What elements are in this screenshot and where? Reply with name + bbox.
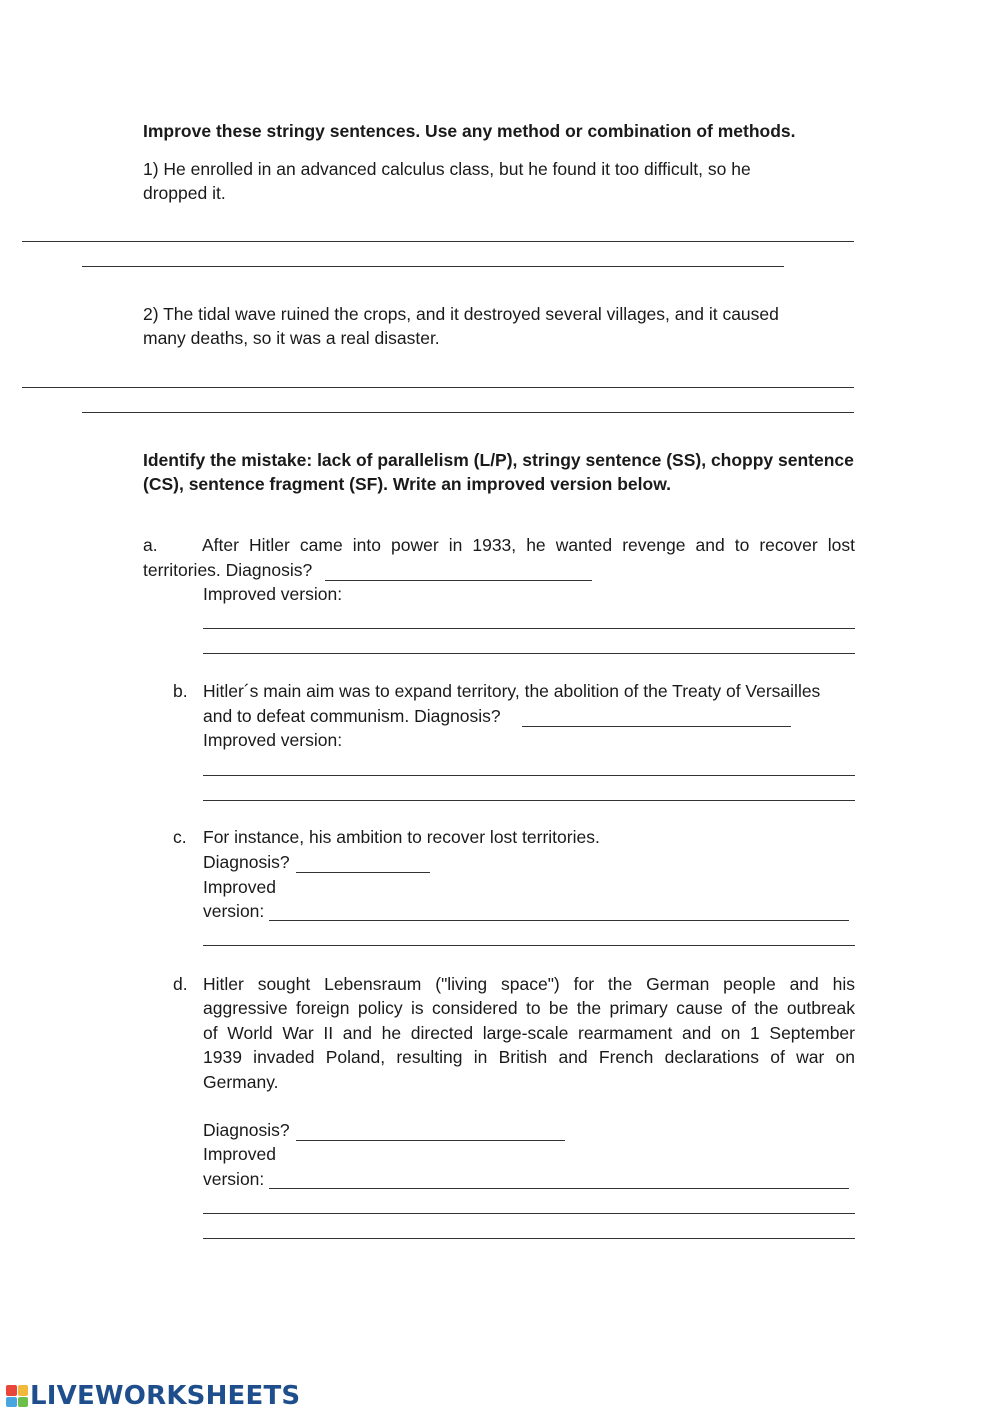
liveworksheets-logo-icon xyxy=(6,1385,28,1407)
item-b-text-line2: and to defeat communism. Diagnosis? xyxy=(203,706,501,726)
item-d-marker: d. xyxy=(173,974,188,994)
item-c-marker: c. xyxy=(173,827,187,847)
item-b-text-line1: Hitler´s main aim was to expand territory, the abolition of the Treaty of Versailles xyxy=(203,681,821,701)
item-a-improved-label: Improved version: xyxy=(203,584,343,604)
item-d-text-line5: Germany. xyxy=(203,1072,279,1092)
item-d-diagnosis-label: Diagnosis? xyxy=(203,1120,290,1140)
logo-square-green xyxy=(18,1397,29,1408)
item-d-text-line1: Hitler sought Lebensraum ("living space") for the German people and his xyxy=(203,974,855,994)
item-d-answer-line-2[interactable] xyxy=(203,1213,855,1214)
item-c-answer-line-1[interactable] xyxy=(269,920,849,921)
section2-heading-line1: Identify the mistake: lack of parallelism (L/P), stringy sentence (SS), choppy sentence xyxy=(143,450,854,470)
item-a-text-line1: After Hitler came into power in 1933, he wanted revenge and to recover lost xyxy=(202,535,855,555)
q1-answer-line-2[interactable] xyxy=(82,266,784,267)
q1-text-line1: 1) He enrolled in an advanced calculus class, but he found it too difficult, so he xyxy=(143,159,751,179)
item-b-improved-label: Improved version: xyxy=(203,730,343,750)
item-a-answer-line-1[interactable] xyxy=(203,628,855,629)
item-c-version-label: version: xyxy=(203,901,265,921)
item-d-text-line4: 1939 invaded Poland, resulting in British and French declarations of war on xyxy=(203,1047,855,1067)
item-a-text-line2: territories. Diagnosis? xyxy=(143,560,313,580)
section1-heading: Improve these stringy sentences. Use any method or combination of methods. xyxy=(143,121,796,141)
q2-text-line2: many deaths, so it was a real disaster. xyxy=(143,328,440,348)
item-d-text-line3: of World War II and he directed large-scale rearmament and on 1 September xyxy=(203,1023,855,1043)
item-b-answer-line-2[interactable] xyxy=(203,800,855,801)
item-d-improved-label: Improved xyxy=(203,1144,276,1164)
item-c-text-line1: For instance, his ambition to recover lost territories. xyxy=(203,827,600,847)
logo-square-blue xyxy=(6,1397,17,1408)
q1-answer-line-1[interactable] xyxy=(22,241,854,242)
logo-square-yellow xyxy=(18,1385,29,1396)
q2-text-line1: 2) The tidal wave ruined the crops, and it destroyed several villages, and it caused xyxy=(143,304,779,324)
item-a-marker: a. xyxy=(143,535,158,555)
item-a-diagnosis-line[interactable] xyxy=(325,580,592,581)
section2-heading-line2: (CS), sentence fragment (SF). Write an improved version below. xyxy=(143,474,672,494)
item-d-version-label: version: xyxy=(203,1169,265,1189)
item-c-answer-line-2[interactable] xyxy=(203,945,855,946)
item-a-answer-line-2[interactable] xyxy=(203,653,855,654)
q2-answer-line-1[interactable] xyxy=(22,387,854,388)
item-b-marker: b. xyxy=(173,681,188,701)
item-c-diagnosis-label: Diagnosis? xyxy=(203,852,290,872)
item-c-diagnosis-line[interactable] xyxy=(296,872,430,873)
item-d-answer-line-1[interactable] xyxy=(269,1188,849,1189)
q2-answer-line-2[interactable] xyxy=(82,412,854,413)
item-b-diagnosis-line[interactable] xyxy=(522,726,791,727)
liveworksheets-logo[interactable] xyxy=(6,1380,300,1412)
q1-text-line2: dropped it. xyxy=(143,183,226,203)
item-d-answer-line-3[interactable] xyxy=(203,1238,855,1239)
item-b-answer-line-1[interactable] xyxy=(203,775,855,776)
logo-text: LIVEWORKSHEETS xyxy=(30,1381,301,1411)
item-d-diagnosis-line[interactable] xyxy=(296,1140,565,1141)
logo-square-red xyxy=(6,1385,17,1396)
item-d-text-line2: aggressive foreign policy is considered to be the primary cause of the outbreak xyxy=(203,998,855,1018)
item-c-improved-label: Improved xyxy=(203,877,276,897)
